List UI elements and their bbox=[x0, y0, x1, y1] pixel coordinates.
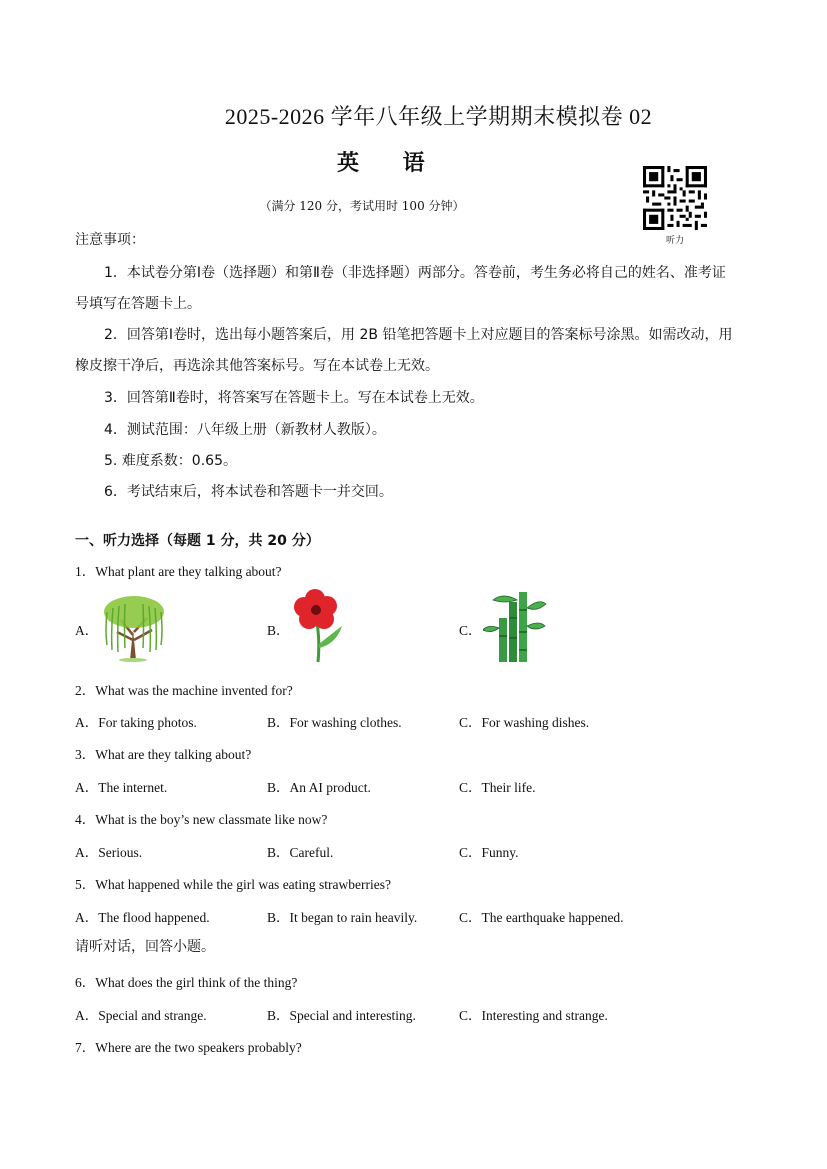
q3-option-c: C．Their life. bbox=[459, 780, 536, 795]
note-2-line-2: 橡皮擦干净后，再选涂其他答案标号。写在本试卷上无效。 bbox=[75, 358, 439, 374]
dialogue-instruction: 请听对话，回答小题。 bbox=[75, 939, 215, 955]
willow-tree-icon bbox=[97, 590, 171, 662]
q6-option-a: A．Special and strange. bbox=[75, 1008, 207, 1023]
note-1-line-1: 1．本试卷分第Ⅰ卷（选择题）和第Ⅱ卷（非选择题）两部分。答卷前，考生务必将自己的姓名、准考证 bbox=[104, 265, 726, 281]
q1-option-c-label: C． bbox=[459, 623, 482, 638]
q6-option-b: B．Special and interesting. bbox=[267, 1008, 416, 1023]
q5-option-a: A．The flood happened. bbox=[75, 910, 210, 925]
question-6: 6．What does the girl think of the thing? bbox=[75, 975, 298, 990]
q3-option-a: A．The internet. bbox=[75, 780, 168, 795]
question-5: 5．What happened while the girl was eating strawberries? bbox=[75, 877, 392, 892]
question-1: 1．What plant are they talking about? bbox=[75, 564, 282, 579]
note-5: 5. 难度系数：0.65。 bbox=[104, 453, 237, 469]
q4-option-b: B．Careful. bbox=[267, 845, 334, 860]
note-4: 4．测试范围：八年级上册（新教材人教版）。 bbox=[104, 422, 386, 438]
q1-option-a-label: A． bbox=[75, 623, 99, 638]
question-7: 7．Where are the two speakers probably? bbox=[75, 1040, 302, 1055]
q1-option-b-label: B． bbox=[267, 623, 290, 638]
q2-option-a: A．For taking photos. bbox=[75, 715, 197, 730]
q2-option-b: B．For washing clothes. bbox=[267, 715, 402, 730]
notes-heading: 注意事项： bbox=[75, 232, 145, 248]
subject-title: 英 语 bbox=[337, 151, 443, 176]
q5-option-b: B．It began to rain heavily. bbox=[267, 910, 418, 925]
q4-option-a: A．Serious. bbox=[75, 845, 143, 860]
q4-option-c: C．Funny. bbox=[459, 845, 519, 860]
section-title: 一、听力选择（每题 1 分，共 20 分） bbox=[75, 533, 320, 549]
q3-option-b: B．An AI product. bbox=[267, 780, 371, 795]
exam-title: 2025-2026 学年八年级上学期期末模拟卷 02 bbox=[224, 104, 653, 129]
note-3: 3．回答第Ⅱ卷时，将答案写在答题卡上。写在本试卷上无效。 bbox=[104, 390, 484, 406]
red-flower-icon bbox=[290, 588, 350, 664]
q5-option-c: C．The earthquake happened. bbox=[459, 910, 624, 925]
qr-code-icon bbox=[643, 166, 707, 230]
q2-option-c: C．For washing dishes. bbox=[459, 715, 590, 730]
question-4: 4．What is the boy’s new classmate like now? bbox=[75, 812, 328, 827]
bamboo-icon bbox=[483, 588, 547, 664]
note-6: 6．考试结束后，将本试卷和答题卡一并交回。 bbox=[104, 484, 393, 500]
q6-option-c: C．Interesting and strange. bbox=[459, 1008, 608, 1023]
note-2-line-1: 2．回答第Ⅰ卷时，选出每小题答案后，用 2B 铅笔把答题卡上对应题目的答案标号涂黑。如需改动，用 bbox=[104, 327, 733, 343]
qr-code-label: 听力 bbox=[665, 236, 684, 246]
note-1-line-2: 号填写在答题卡上。 bbox=[75, 296, 201, 312]
question-3: 3．What are they talking about? bbox=[75, 747, 252, 762]
full-score-note: （满分 120 分，考试用时 100 分钟） bbox=[259, 199, 465, 213]
question-2: 2．What was the machine invented for? bbox=[75, 683, 293, 698]
